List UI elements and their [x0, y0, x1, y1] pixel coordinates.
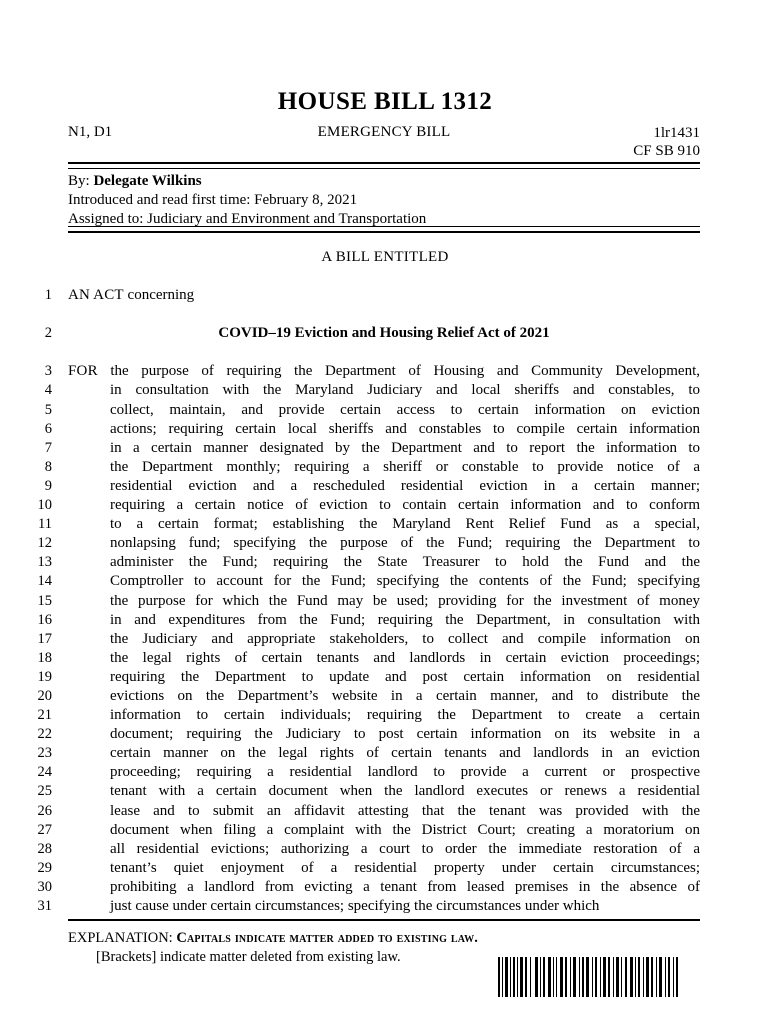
body-line [0, 477, 770, 496]
footer-rule [68, 919, 700, 921]
body-line [0, 859, 770, 878]
line-number: 26 [37, 802, 52, 819]
body-line [0, 687, 770, 706]
line-text: tenant with a certain document when the landlord executes or renews a residential [110, 783, 700, 800]
line-text: residential eviction and a rescheduled residential eviction in a certain manner; [110, 477, 700, 494]
line-number: 21 [37, 707, 52, 724]
line-text: the legal rights of certain tenants and landlords in certain eviction proceedings; [110, 649, 700, 666]
line-number: 2 [44, 325, 52, 342]
body-line [0, 802, 770, 821]
line-text: prohibiting a landlord from evicting a tenant from leased premises in the absence of [110, 878, 700, 895]
line-number: 28 [37, 840, 52, 857]
header-identifier-row [68, 124, 700, 159]
line-number: 14 [37, 573, 52, 590]
bill-body [0, 286, 770, 916]
line-text: to a certain format; establishing the Maryland Rent Relief Fund as a special, [110, 516, 700, 533]
body-line [0, 630, 770, 649]
line-text: collect, maintain, and provide certain access to certain information on eviction [110, 401, 700, 418]
line-text: Comptroller to account for the Fund; specifying the contents of the Fund; specifying [110, 573, 700, 590]
line-text: all residential evictions; authorizing a court to order the immediate restoration of a [110, 840, 700, 857]
line-number: 30 [37, 878, 52, 895]
line-text: the Department monthly; requiring a sheriff or constable to provide notice of a [110, 458, 700, 475]
line-number: 8 [44, 458, 52, 475]
body-line [0, 611, 770, 630]
body-line [0, 706, 770, 725]
line-number: 20 [37, 687, 52, 704]
body-line [0, 840, 770, 859]
line-text: actions; requiring certain local sheriffs and constables to compile certain information [110, 420, 700, 437]
line-number: 31 [37, 898, 52, 914]
line-text: the Judiciary and appropriate stakeholders, to collect and compile information on [110, 630, 700, 647]
line-text: in a certain manner designated by the Department and to report the information to [110, 439, 700, 456]
line-number: 16 [37, 611, 52, 628]
byline-block [68, 172, 700, 229]
body-line [0, 878, 770, 897]
body-line [0, 725, 770, 744]
line-number: 3 [44, 363, 52, 380]
line-text: requiring the Department to update and post certain information on residential [110, 668, 700, 685]
body-line [0, 286, 770, 305]
line-text: information to certain individuals; requiring the Department to create a certain [110, 707, 700, 724]
byline-introduced-date: Introduced and read first time: February 8, 2021 [68, 192, 358, 208]
byline-bottom-rule [68, 226, 700, 233]
body-spacer [0, 305, 770, 324]
line-text: requiring a certain notice of eviction to contain certain information and to conform [110, 497, 700, 514]
explanation-capitals-note: Capitals indicate matter added to existing law. [176, 930, 479, 946]
body-line [0, 821, 770, 840]
line-number: 25 [37, 783, 52, 800]
line-number: 10 [37, 497, 52, 514]
barcode [497, 957, 687, 997]
header-emergency-label: EMERGENCY BILL [317, 124, 451, 140]
body-line [0, 401, 770, 420]
body-line [0, 553, 770, 572]
body-line [0, 763, 770, 782]
body-line [0, 381, 770, 400]
header-right-codes [633, 124, 700, 160]
line-text: certain manner on the legal rights of certain tenants and landlords in an eviction [110, 745, 700, 762]
line-text: document when filing a complaint with the District Court; creating a moratorium on [110, 821, 700, 838]
header-crossfile-number: CF SB 910 [633, 143, 700, 159]
byline-assigned-committee: Assigned to: Judiciary and Environment and Transportation [68, 211, 427, 227]
body-line [0, 362, 770, 381]
line-number: 11 [38, 516, 52, 533]
body-line [0, 897, 770, 916]
act-short-title: COVID–19 Eviction and Housing Relief Act of 2021 [218, 325, 550, 342]
body-line [0, 668, 770, 687]
body-line [0, 515, 770, 534]
line-text: just cause under certain circumstances; specifying the circumstances under which [110, 898, 600, 914]
line-number: 27 [37, 821, 52, 838]
line-number: 9 [44, 477, 52, 494]
line-text: evictions on the Department’s website in a certain manner, and to distribute the [110, 687, 700, 704]
byline-top-rule [68, 162, 700, 169]
byline-sponsor-name: Delegate Wilkins [93, 173, 202, 189]
body-line [0, 534, 770, 553]
body-line [0, 420, 770, 439]
line-number: 5 [44, 401, 52, 418]
line-number: 1 [44, 287, 52, 303]
body-line [0, 572, 770, 591]
explanation-brackets-note: [Brackets] indicate matter deleted from existing law. [96, 949, 401, 965]
header-left-code: N1, D1 [68, 124, 113, 140]
line-text: lease and to submit an affidavit attesting that the tenant was provided with the [110, 802, 700, 819]
line-text: the purpose for which the Fund may be used; providing for the investment of money [110, 592, 700, 609]
line-text: proceeding; requiring a residential landlord to provide a current or prospective [110, 764, 700, 781]
header-lr-number: 1lr1431 [653, 125, 700, 141]
line-text: in and expenditures from the Fund; requiring the Department, in consultation with [110, 611, 700, 628]
line-text: nonlapsing fund; specifying the purpose of the Fund; requiring the Department to [110, 535, 700, 552]
body-spacer [0, 343, 770, 362]
body-line [0, 324, 770, 343]
line-number: 22 [37, 726, 52, 743]
line-text: AN ACT concerning [68, 287, 195, 303]
line-text: tenant’s quiet enjoyment of a residential property under certain circumstances; [110, 859, 700, 876]
body-line [0, 439, 770, 458]
line-number: 23 [37, 745, 52, 762]
line-number: 17 [37, 630, 52, 647]
bill-entitled-heading: A BILL ENTITLED [321, 249, 449, 265]
line-number: 15 [37, 592, 52, 609]
body-line [0, 744, 770, 763]
line-text: administer the Fund; requiring the State Treasurer to hold the Fund and the [110, 554, 700, 571]
explanation-line-capitals [68, 929, 700, 948]
line-number: 7 [44, 439, 52, 456]
line-number: 4 [44, 382, 52, 399]
explanation-label: EXPLANATION: [68, 930, 173, 946]
body-line [0, 592, 770, 611]
line-text: FOR the purpose of requiring the Department of Housing and Community Development, [68, 363, 700, 380]
line-number: 29 [37, 859, 52, 876]
byline-sponsor-line [68, 172, 700, 191]
body-line [0, 496, 770, 515]
line-number: 18 [37, 649, 52, 666]
body-line [0, 458, 770, 477]
line-number: 24 [37, 764, 52, 781]
body-line [0, 782, 770, 801]
line-number: 19 [37, 668, 52, 685]
line-text: document; requiring the Judiciary to post certain information on its website in a [110, 726, 700, 743]
line-text: in consultation with the Maryland Judiciary and local sheriffs and constables, to [110, 382, 700, 399]
byline-by-prefix: By: [68, 173, 90, 189]
line-number: 13 [37, 554, 52, 571]
line-number: 6 [44, 420, 52, 437]
page-title: HOUSE BILL 1312 [277, 88, 493, 115]
body-line [0, 649, 770, 668]
line-number: 12 [37, 535, 52, 552]
